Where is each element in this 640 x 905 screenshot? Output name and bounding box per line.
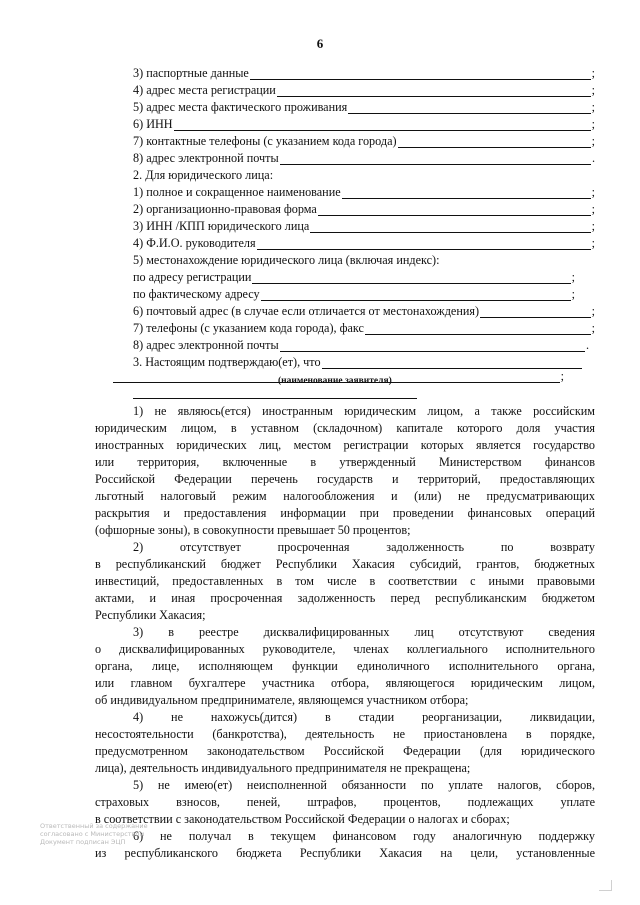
fill-line[interactable] <box>250 68 591 80</box>
field-label: 7) телефоны (с указанием кода города), факс <box>133 321 364 335</box>
fill-line[interactable] <box>277 85 591 97</box>
separator-line <box>133 398 417 399</box>
form-field-inn <box>133 117 595 131</box>
form-field-entity-name <box>133 185 595 199</box>
field-terminator: ; <box>591 185 595 199</box>
field-label: 6) ИНН <box>133 117 173 131</box>
field-terminator: . <box>585 338 589 352</box>
field-label: 4) адрес места регистрации <box>133 83 276 97</box>
field-label: по адресу регистрации <box>133 270 252 284</box>
field-terminator: ; <box>591 321 595 335</box>
fill-line[interactable] <box>257 238 591 250</box>
field-terminator: ; <box>591 219 595 233</box>
field-terminator: ; <box>591 134 595 148</box>
paragraph-3-line-5: об индивидуальном предпринимателе, являющемся участником отбора; <box>95 693 469 707</box>
field-terminator: ; <box>571 270 575 284</box>
field-terminator: ; <box>560 369 564 383</box>
field-label: 3) паспортные данные <box>133 66 249 80</box>
field-label: 8) адрес электронной почты <box>133 151 279 165</box>
paragraph-5-line-2: страховых взносов, пеней, штрафов, процентов, подлежащих уплате <box>95 795 595 809</box>
fill-line[interactable] <box>348 102 590 114</box>
paragraph-1-line-4: или территория, включенные в утвержденный Министерством финансов <box>95 455 595 469</box>
form-field-postal-address <box>133 304 595 318</box>
paragraph-3-line-1: 3) в реестре дисквалифицированных лиц отсутствуют сведения <box>133 625 595 639</box>
applicant-caption: (наименование заявителя) <box>278 376 392 386</box>
form-field-entity-email <box>133 338 589 352</box>
paragraph-1-line-3: иностранных юридических лиц, местом регистрации которых является государство <box>95 438 595 452</box>
field-label: 6) почтовый адрес (в случае если отличается от местонахождения) <box>133 304 480 318</box>
field-terminator: ; <box>591 304 595 318</box>
paragraph-1-line-7: раскрытия и предоставления информации при проведении финансовых операций <box>95 506 595 520</box>
form-field-inn-kpp <box>133 219 595 233</box>
paragraph-3-line-4: или главном бухгалтере участника отбора, являющегося юридическим лицом, <box>95 676 595 690</box>
field-terminator: . <box>591 151 595 165</box>
field-terminator: ; <box>591 202 595 216</box>
paragraph-2-line-4: актами, и иная просроченная задолженность перед республиканским бюджетом <box>95 591 595 605</box>
field-label: 2) организационно-правовая форма <box>133 202 317 216</box>
paragraph-4-line-2: несостоятельности (банкротства), деятельность не приостановлена в порядке, <box>95 727 595 741</box>
field-label: 8) адрес электронной почты <box>133 338 279 352</box>
fill-line[interactable] <box>318 204 591 216</box>
fill-line[interactable] <box>322 357 582 369</box>
fill-line[interactable] <box>280 340 585 352</box>
paragraph-6-line-1: 6) не получал в текущем финансовом году аналогичную поддержку <box>133 829 595 843</box>
signature-stamp <box>40 822 150 872</box>
paragraph-2-line-2: в республиканский бюджет Республики Хакасия субсидий, грантов, бюджетных <box>95 557 595 571</box>
field-terminator: ; <box>591 66 595 80</box>
paragraph-5-line-1: 5) не имею(ет) неисполненной обязанности по уплате налогов, сборов, <box>133 778 595 792</box>
form-field-email <box>133 151 595 165</box>
paragraph-2-line-1: 2) отсутствует просроченная задолженность по возврату <box>133 540 595 554</box>
paragraph-4-line-1: 4) не нахожусь(дится) в стадии реорганизации, ликвидации, <box>133 710 595 724</box>
page-number: 6 <box>316 36 324 51</box>
field-label: по фактическому адресу <box>133 287 260 301</box>
field-terminator: ; <box>591 236 595 250</box>
form-field-entity-phones <box>133 321 595 335</box>
paragraph-2-line-3: инвестиций, предоставленных в том числе в соответствии с иными правовыми <box>95 574 595 588</box>
fill-line[interactable] <box>261 289 571 301</box>
scan-corner-mark <box>599 880 612 891</box>
field-label: 3) ИНН /КПП юридического лица <box>133 219 310 233</box>
form-field-director-name <box>133 236 595 250</box>
form-field-confirmation <box>133 355 583 369</box>
form-field-passport <box>133 66 595 80</box>
paragraph-6-line-2: из республиканского бюджета Республики Хакасия на цели, установленные <box>95 846 595 860</box>
field-label: 5) адрес места фактического проживания <box>133 100 348 114</box>
paragraph-1-line-1: 1) не являюсь(ется) иностранным юридическим лицом, а также российским <box>133 404 595 418</box>
paragraph-1-line-8: (офшорные зоны), в совокупности превышает 50 процентов; <box>95 523 411 537</box>
form-field-phones <box>133 134 595 148</box>
field-terminator: ; <box>571 287 575 301</box>
paragraph-4-line-3: предусмотренном законодательством Российской Федерации (для юридического <box>95 744 595 758</box>
fill-line[interactable] <box>174 119 591 131</box>
form-field-location-actual <box>133 287 575 301</box>
legal-entity-heading: 2. Для юридического лица: <box>133 168 274 182</box>
fill-line[interactable] <box>252 272 570 284</box>
paragraph-1-line-2: юридическим лицом, в уставном (складочном) капитале которого доля участия <box>95 421 595 435</box>
stamp-line: Документ подписан ЭЦП <box>40 838 126 846</box>
stamp-line: согласовано с Министерством <box>40 830 145 838</box>
field-terminator: ; <box>591 83 595 97</box>
form-field-legal-form <box>133 202 595 216</box>
fill-line[interactable] <box>480 306 591 318</box>
fill-line[interactable] <box>398 136 591 148</box>
paragraph-3-line-2: о дисквалифицированных руководителе, членах коллегиального исполнительного <box>95 642 595 656</box>
field-label: 1) полное и сокращенное наименование <box>133 185 341 199</box>
fill-line[interactable] <box>342 187 591 199</box>
paragraph-5-line-3: в соответствии с законодательством Российской Федерации о налогах и сборах; <box>95 812 510 826</box>
paragraph-1-line-6: льготный налоговый режим налогообложения и (или) не предусматривающих <box>95 489 595 503</box>
fill-line[interactable] <box>310 221 590 233</box>
paragraph-4-line-4: лица), деятельность индивидуального предпринимателя не прекращена; <box>95 761 471 775</box>
form-field-registration-address <box>133 83 595 97</box>
field-label: 3. Настоящим подтверждаю(ет), что <box>133 355 321 369</box>
paragraph-1-line-5: Российской Федерации перечень государств и территорий, предоставляющих <box>95 472 595 486</box>
form-field-location-registration <box>133 270 575 284</box>
field-label: 4) Ф.И.О. руководителя <box>133 236 256 250</box>
paragraph-3-line-3: органа, лице, исполняющем функции единоличного исполнительного органа, <box>95 659 595 673</box>
field-terminator: ; <box>591 117 595 131</box>
location-heading: 5) местонахождение юридического лица (включая индекс): <box>133 253 440 267</box>
field-label: 7) контактные телефоны (с указанием кода города) <box>133 134 397 148</box>
form-field-actual-address <box>133 100 595 114</box>
fill-line[interactable] <box>280 153 591 165</box>
stamp-line: Ответственный за содержание <box>40 822 148 830</box>
paragraph-2-line-5: Республики Хакасия; <box>95 608 206 622</box>
field-terminator: ; <box>591 100 595 114</box>
fill-line[interactable] <box>365 323 591 335</box>
